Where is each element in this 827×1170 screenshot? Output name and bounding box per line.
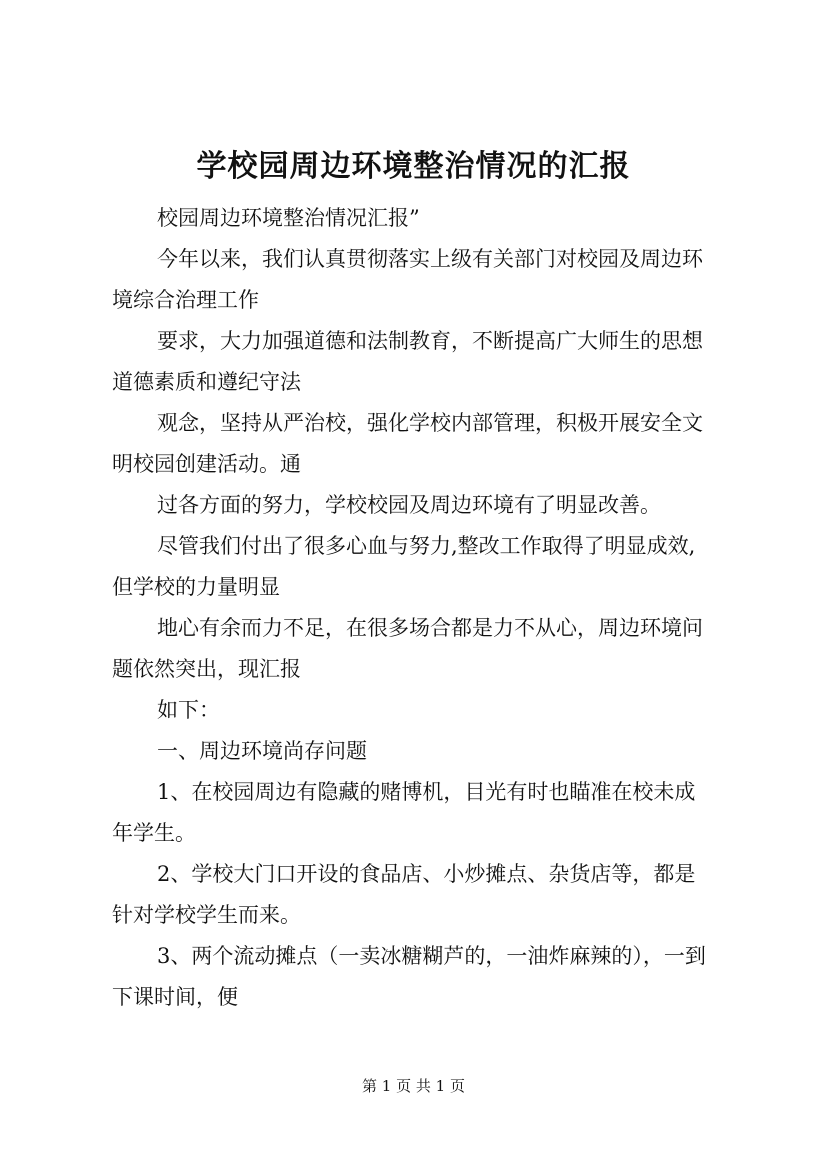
body-text-line: 3、两个流动摊点（一卖冰糖糊芦的，一油炸麻辣的），一到: [157, 944, 706, 968]
page-footer: 第 1 页 共 1 页: [362, 1077, 465, 1095]
body-text-line: 尽管我们付出了很多心血与努力,整改工作取得了明显成效,: [157, 534, 696, 558]
body-text-line: 针对学校学生而来。: [112, 903, 301, 927]
body-text-line: 地心有余而力不足，在很多场合都是力不从心，周边环境问: [157, 616, 703, 640]
body-text-line: 1、在校园周边有隐藏的赌博机，目光有时也瞄准在校未成: [157, 780, 696, 804]
body-text-line: 如下：: [157, 698, 220, 722]
body-text-line: 下课时间，便: [112, 985, 238, 1009]
body-text-line: 境综合治理工作: [112, 288, 259, 312]
body-text-line: 要求，大力加强道德和法制教育，不断提高广大师生的思想: [157, 329, 703, 353]
body-text-line: 题依然突出，现汇报: [112, 657, 301, 681]
body-text-line: 但学校的力量明显: [112, 575, 280, 599]
body-text-line: 2、学校大门口开设的食品店、小炒摊点、杂货店等，都是: [157, 862, 696, 886]
document-body: [112, 198, 728, 1018]
body-text-line: 年学生。: [112, 821, 196, 845]
body-text-line: 道德素质和遵纪守法: [112, 370, 301, 394]
body-text-line: 校园周边环境整治情况汇报”: [157, 206, 420, 230]
body-text-line: 观念，坚持从严治校，强化学校内部管理，积极开展安全文: [157, 411, 703, 435]
document-title: 学校园周边环境整治情况的汇报: [196, 149, 631, 184]
body-text-line: 过各方面的努力，学校校园及周边环境有了明显改善。: [157, 493, 661, 517]
body-text-line: 明校园创建活动。通: [112, 452, 301, 476]
body-text-line: 一、周边环境尚存问题: [157, 739, 367, 763]
body-text-line: 今年以来，我们认真贯彻落实上级有关部门对校园及周边环: [157, 247, 703, 271]
